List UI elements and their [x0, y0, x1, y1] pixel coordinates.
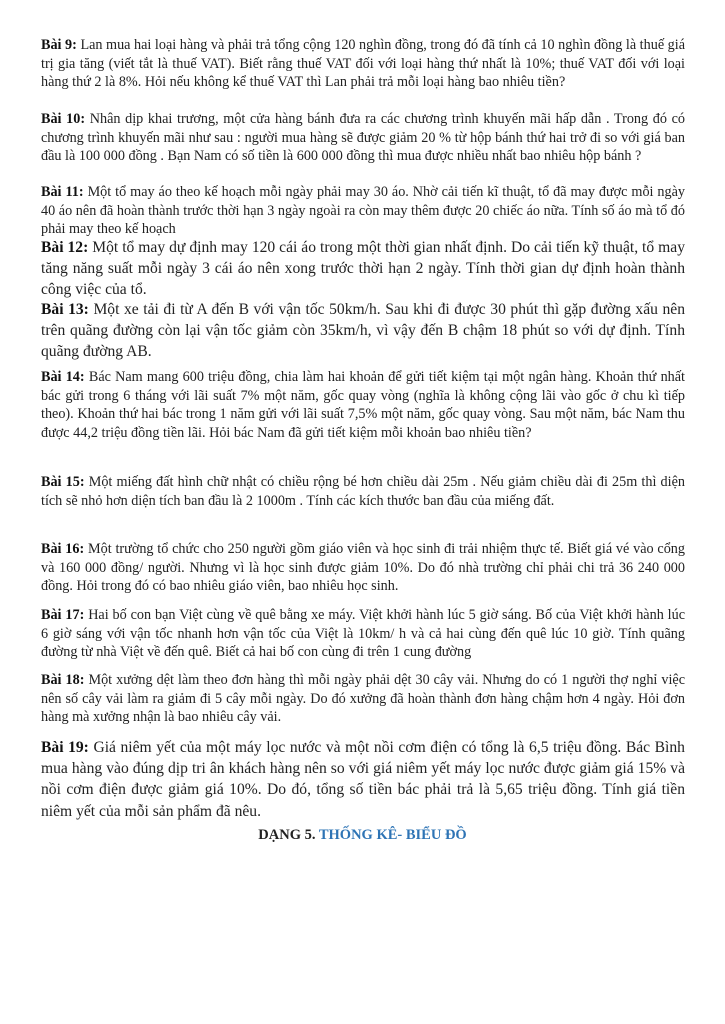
- problem-17: [41, 606, 685, 662]
- problem-16: [41, 540, 685, 596]
- problem-label: Bài 15:: [41, 474, 85, 490]
- problem-9: [41, 36, 685, 92]
- problem-text: Lan mua hai loại hàng và phải trả tổng cộng 120 nghìn đồng, trong đó đã tính cả 10 nghìn đồng là thuế giá trị gia tăng (viết tắt là thuế VAT). Biết rằng thuế VAT đối với loại hàng thứ nhất là 10%; thuế VAT đối với loại hàng thứ 2 là 8%. Hỏi nếu không kể thuế VAT thì Lan phải trả mỗi loại hàng bao nhiêu tiền?: [41, 37, 685, 91]
- problem-text: Một xưởng dệt làm theo đơn hàng thì mỗi ngày phải dệt 30 cây vải. Nhưng do có 1 người thợ nghỉ việc nên số cây vải làm ra giảm đi 5 cây mỗi ngày. Do đó xưởng đã hoàn thành đơn hàng chậm hơn 4 ngày. Hỏi đơn hàng mà xưởng nhận là bao nhiêu cây vải.: [41, 672, 686, 726]
- problem-text: Một trường tổ chức cho 250 người gồm giáo viên và học sinh đi trải nhiệm thực tế. Biết giá vé vào cổng và 160 000 đồng/ người. Nhưng vì là học sinh được giảm 10%. Do đó nhà trường chỉ phải chi trả 36 240 000 đồng. Hỏi trong đó có bao nhiêu giáo viên, bao nhiêu học sinh.: [41, 541, 685, 595]
- problem-label: Bài 12:: [41, 239, 89, 256]
- problem-label: Bài 14:: [41, 369, 85, 385]
- problem-text: Một tổ may áo theo kế hoạch mỗi ngày phải may 30 áo. Nhờ cải tiến kĩ thuật, tổ đã may được mỗi ngày 40 áo nên đã hoàn thành trước thời hạn 3 ngày ngoài ra còn may thêm được 20 chiếc áo nữa. Tính số áo mà tổ đó phải may theo kế hoạch: [41, 184, 686, 238]
- problem-label: Bài 11:: [41, 184, 84, 200]
- section-heading: [0, 827, 725, 844]
- section-prefix: DẠNG 5.: [258, 827, 316, 843]
- problem-19: [41, 737, 685, 822]
- problem-13: [41, 299, 685, 363]
- problem-label: Bài 19:: [41, 739, 89, 756]
- problem-text: Bác Nam mang 600 triệu đồng, chia làm hai khoản để gửi tiết kiệm tại một ngân hàng. Khoản thứ nhất bác gửi trong 6 tháng với lãi suất 7% một năm, gốc quay vòng (nghĩa là không cộng lãi vào gốc ở chu kì tiếp theo). Khoản thứ hai bác trong 1 năm gửi với lãi suất 7,5% một năm, gốc quay vòng. Sau một năm, bác Nam thu được 44,2 triệu đồng tiền lãi. Hỏi bác Nam đã gửi tiết kiệm mỗi khoản bao nhiêu tiền?: [41, 369, 685, 441]
- problem-15: [41, 473, 685, 510]
- problem-label: Bài 10:: [41, 111, 86, 127]
- problem-10: [41, 110, 685, 166]
- problem-label: Bài 18:: [41, 672, 85, 688]
- problem-label: Bài 16:: [41, 541, 85, 557]
- section-title: THỐNG KÊ- BIỂU ĐỒ: [318, 827, 467, 843]
- problem-label: Bài 17:: [41, 607, 85, 623]
- problem-text: Nhân dịp khai trương, một cửa hàng bánh đưa ra các chương trình khuyến mãi hấp dẫn . Trong đó có chương trình khuyến mãi như sau : người mua hàng sẽ được giảm 20 % từ hộp bánh thứ hai trở đi so với giá ban đầu là 100 000 đồng . Bạn Nam có số tiền là 600 000 đồng thì mua được nhiều nhất bao nhiêu hộp bánh ?: [41, 111, 686, 165]
- problem-label: Bài 13:: [41, 301, 89, 318]
- problem-text: Hai bố con bạn Việt cùng về quê bằng xe máy. Việt khởi hành lúc 5 giờ sáng. Bố của Việt khởi hành lúc 6 giờ sáng với vận tốc nhanh hơn vận tốc của Việt là 10km/ h và cả hai cùng đến quê lúc 10 giờ. Tính quãng đường từ nhà Việt về đến quê. Biết cả hai bố con cùng đi trên 1 cung đường: [41, 607, 685, 661]
- problem-11: [41, 183, 685, 239]
- problem-text: Giá niêm yết của một máy lọc nước và một nồi cơm điện có tổng là 6,5 triệu đồng. Bác Bình mua hàng vào đúng dịp tri ân khách hàng nên so với giá niêm yết máy lọc nước được giảm giá 15% và nồi cơm điện được giảm giá 10%. Do đó, tổng số tiền bác phải trả là 5,65 triệu đồng. Tính giá tiền niêm yết của mỗi sản phẩm đã nêu.: [41, 739, 685, 820]
- problem-text: Một xe tải đi từ A đến B với vận tốc 50km/h. Sau khi đi được 30 phút thì gặp đường xấu nên trên quãng đường còn lại vận tốc giảm còn 35km/h, vì vậy đến B chậm 18 phút so với dự định. Tính quãng đường AB.: [41, 301, 685, 361]
- problem-14: [41, 368, 685, 442]
- problem-12: [41, 237, 685, 301]
- problem-text: Một miếng đất hình chữ nhật có chiều rộng bé hơn chiều dài 25m . Nếu giảm chiều dài đi 25m thì diện tích sẽ nhỏ hơn diện tích ban đầu là 2 1000m . Tính các kích thước ban đầu của miếng đất.: [41, 474, 685, 509]
- problem-18: [41, 671, 685, 727]
- problem-label: Bài 9:: [41, 37, 77, 53]
- problem-text: Một tổ may dự định may 120 cái áo trong một thời gian nhất định. Do cải tiến kỹ thuật, tổ may tăng năng suất mỗi ngày 3 cái áo nên xong trước thời hạn 2 ngày. Tính thời gian dự định hoàn thành công việc của tổ.: [41, 239, 685, 299]
